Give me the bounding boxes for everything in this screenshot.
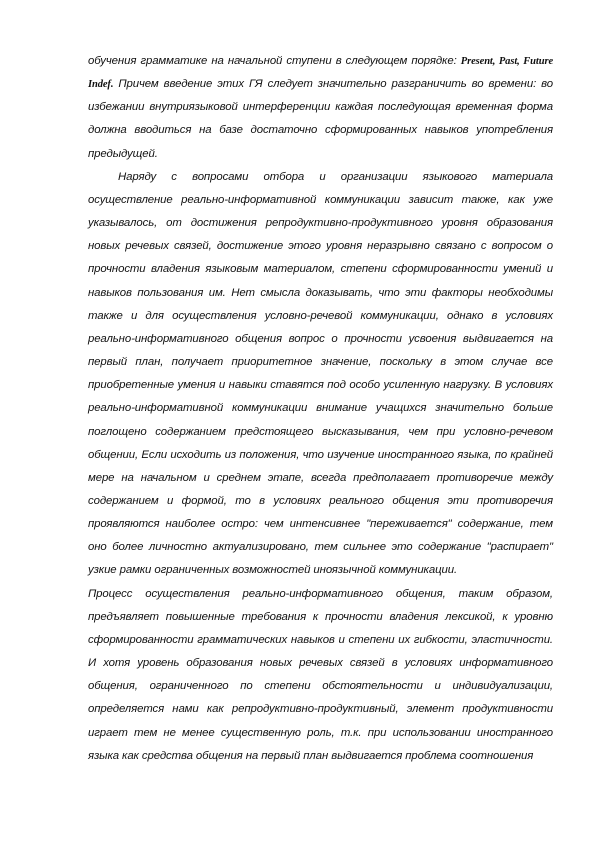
paragraph-1-text-b: Причем введение этих ГЯ следует значительно разграничить во времени: во избежании внутриязыковой интерференции каждая последующая временная форма должна вводиться на базе достаточно сформированных навыков употребления предыдущей.: [88, 78, 553, 160]
paragraph-1-text-a: обучения грамматике на начальной ступени в следующем порядке:: [88, 55, 461, 67]
paragraph-2: Наряду с вопросами отбора и организации языкового материала осуществление реально-информативной коммуникации зависит также, как уже указывалось, от достижения репродуктивно-продуктивного уровня образования новых речевых связей, достижение этого уровня неразрывно связано с вопросом о прочности владения языковым материалом, степени сформированности умений и навыков пользования им. Нет смысла доказывать, что эти факторы необходимы также и для осуществления условно-речевой коммуникации, однако в условиях реально-информативного общения вопрос о прочности усвоения выдвигается на первый план, получает приоритетное значение, поскольку в этом случае все приобретенные умения и навыки ставятся под особо усиленную нагрузку. В условиях реально-информативной коммуникации внимание учащихся значительно больше поглощено содержанием предстоящего высказывания, чем при условно-речевом общении, Если исходить из положения, что изучение иностранного языка, по крайней мере на начальном и среднем этапе, всегда предполагает противоречие между содержанием и формой, то в условиях реального общения эти противоречия проявляются наиболее остро: чем интенсивнее "переживается" содержание, тем оно более личностно актуализировано, тем сильнее это содержание "распирает" узкие рамки ограниченных возможностей иноязычной коммуникации.: [88, 170, 553, 577]
paragraph-1: [88, 50, 553, 166]
tense-list: Present, Past, Future Indef.: [88, 56, 553, 91]
paragraph-3: Процесс осуществления реально-информативного общения, таким образом, предъявляет повышенные требования к прочности владения лексикой, к уровню сформированности грамматических навыков и степени их гибкости, эластичности. И хотя уровень образования новых речевых связей в условиях информативного общения, ограниченного по степени обстоятельности и индивидуализации, определяется нами как репродуктивно-продуктивный, элемент продуктивности играет тем не менее существенную роль, т.к. при использовании иностранного языка как средства общения на первый план выдвигается проблема соотношения: [88, 587, 553, 762]
body-text: [88, 50, 553, 768]
